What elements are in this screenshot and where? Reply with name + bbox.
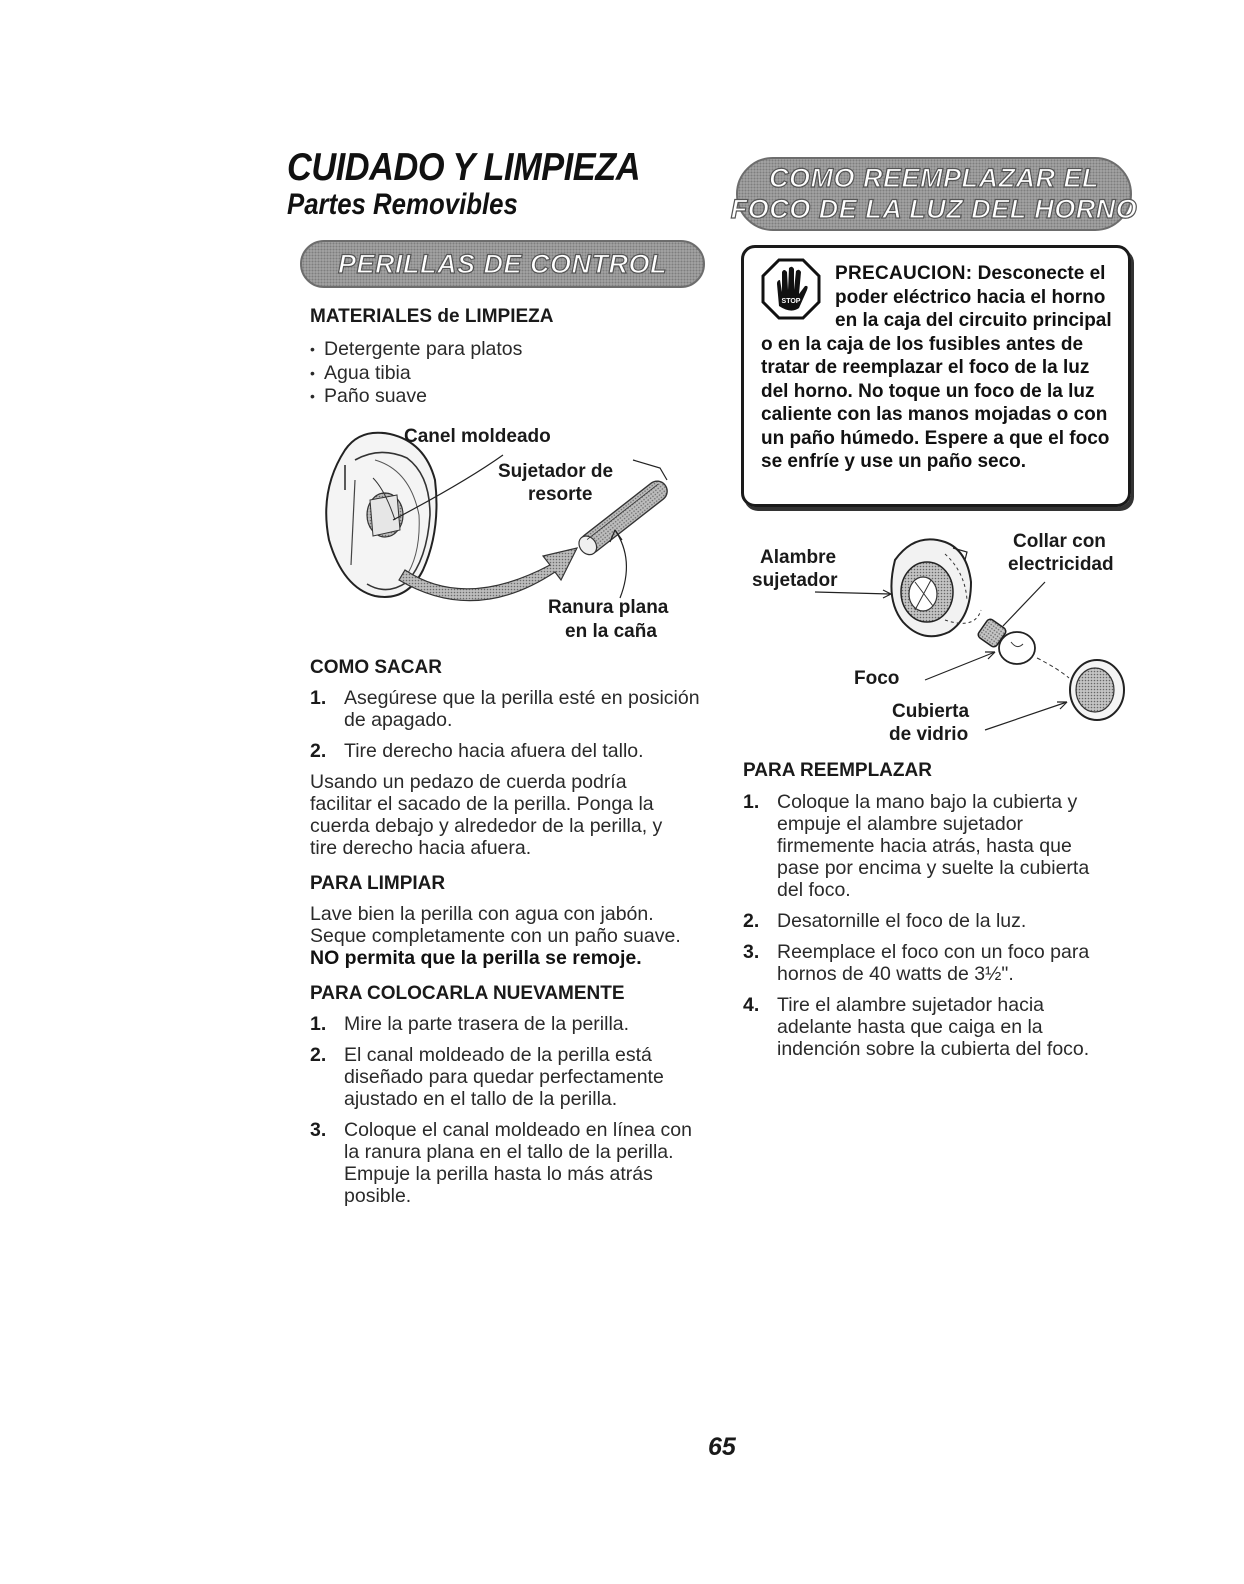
materials-list [310,338,710,409]
label-sujetador-1: Sujetador de [498,461,614,482]
label-ranura-1: Ranura plana [548,597,669,618]
step-number: 3. [743,941,760,963]
glass-cover-icon [1070,660,1124,720]
left-instructions [310,657,705,1216]
colocarla-heading: PARA COLOCARLA NUEVAMENTE [310,983,625,1004]
list-item: • Paño suave [310,385,710,409]
step-text: Desatornille el foco de la luz. [777,910,1027,932]
list-item: • Agua tibia [310,362,710,386]
reemplazar-heading: PARA REEMPLAZAR [743,760,932,781]
list-item [743,941,1118,985]
list-item: • Detergente para platos [310,338,710,362]
label-canal: Canel moldeado [404,426,551,447]
label-alambre-2: sujetador [752,570,838,591]
bulb-icon [977,618,1035,664]
step-text: Asegúrese que la perilla esté en posición de apagado. [344,687,700,731]
step-text: Tire derecho hacia afuera del tallo. [344,740,644,762]
label-alambre-1: Alambre [760,547,837,568]
banner-text-line2: FOCO DE LA LUZ DEL HORNO [730,194,1138,224]
caution-box [741,245,1131,507]
list-item [310,1013,700,1035]
socket-icon [891,539,981,636]
label-collar-2: electricidad [1008,554,1114,575]
section-banner-perillas [300,240,705,288]
step-number: 1. [310,1013,327,1035]
list-item [310,1044,700,1110]
step-number: 3. [310,1119,327,1141]
para-limpiar-warning: NO permita que la perilla se remoje. [310,947,642,969]
como-sacar-note: Usando un pedazo de cuerda podría facilitar el sacado de la perilla. Ponga la cuerda debajo y alrededor de la perilla, y tire derecho hacia afuera. [310,771,663,859]
banner-text-line1: COMO REEMPLAZAR EL [769,163,1099,193]
step-number: 2. [743,910,760,932]
list-item [310,687,705,731]
label-ranura-2: en la caña [565,621,657,642]
section-banner-foco [730,157,1138,231]
label-cubierta-1: Cubierta [892,701,970,722]
step-number: 4. [743,994,760,1016]
step-text: Coloque el canal moldeado en línea con la ranura plana en el tallo de la perilla. Empuje la perilla hasta lo más atrás posible. [344,1119,693,1207]
label-cubierta-2: de vidrio [889,724,969,745]
para-limpiar-heading: PARA LIMPIAR [310,873,446,894]
step-number: 1. [310,687,327,709]
label-sujetador-2: resorte [528,484,593,505]
como-sacar-steps [310,687,705,762]
page-subtitle: Partes Removibles [287,188,518,221]
stop-hand-icon [761,258,821,324]
reemplazar-steps [743,791,1118,1060]
list-item [743,791,1118,901]
list-item [743,910,1118,932]
step-number: 1. [743,791,760,813]
step-number: 2. [310,740,327,762]
step-text: Tire el alambre sujetador hacia adelante hasta que caiga en la indención sobre la cubierta del foco. [777,994,1090,1060]
caution-label: PRECAUCION: [835,263,973,284]
caution-text: Desconecte el poder eléctrico hacia el horno en la caja del circuito principal o en la caja de los fusibles antes de tratar de reemplazar el foco de la luz del horno. No toque un foco de la luz caliente con las manos mojadas o con un paño húmedo. Espere a que el foco se enfríe y use un paño seco. [761,263,1112,472]
list-item [310,1119,700,1207]
page-title: CUIDADO Y LIMPIEZA [287,146,641,189]
right-instructions [743,760,1128,1069]
materials-section [310,306,710,409]
list-item [743,994,1118,1060]
step-text: Coloque la mano bajo la cubierta y empuje el alambre sujetador firmemente hacia atrás, hasta que pase por encima y suelte la cubierta del foco. [777,791,1090,901]
label-collar-1: Collar con [1013,531,1106,552]
stop-text: STOP [781,298,801,305]
step-number: 2. [310,1044,327,1066]
como-sacar-heading: COMO SACAR [310,657,442,678]
step-text: Mire la parte trasera de la perilla. [344,1013,630,1035]
knob-icon [326,433,436,597]
materials-heading: MATERIALES de LIMPIEZA [310,306,554,327]
step-text: Reemplace el foco con un foco para hornos de 40 watts de 3½". [777,941,1090,985]
page-number: 65 [708,1433,736,1461]
step-text: El canal moldeado de la perilla está diseñado para quedar perfectamente ajustado en el tallo de la perilla. [344,1044,664,1110]
para-limpiar-text: Lave bien la perilla con agua con jabón. Seque completamente con un paño suave. [310,903,681,947]
banner-text: PERILLAS DE CONTROL [337,248,667,279]
label-foco: Foco [854,668,900,689]
colocarla-steps [310,1013,700,1207]
list-item [310,740,705,762]
